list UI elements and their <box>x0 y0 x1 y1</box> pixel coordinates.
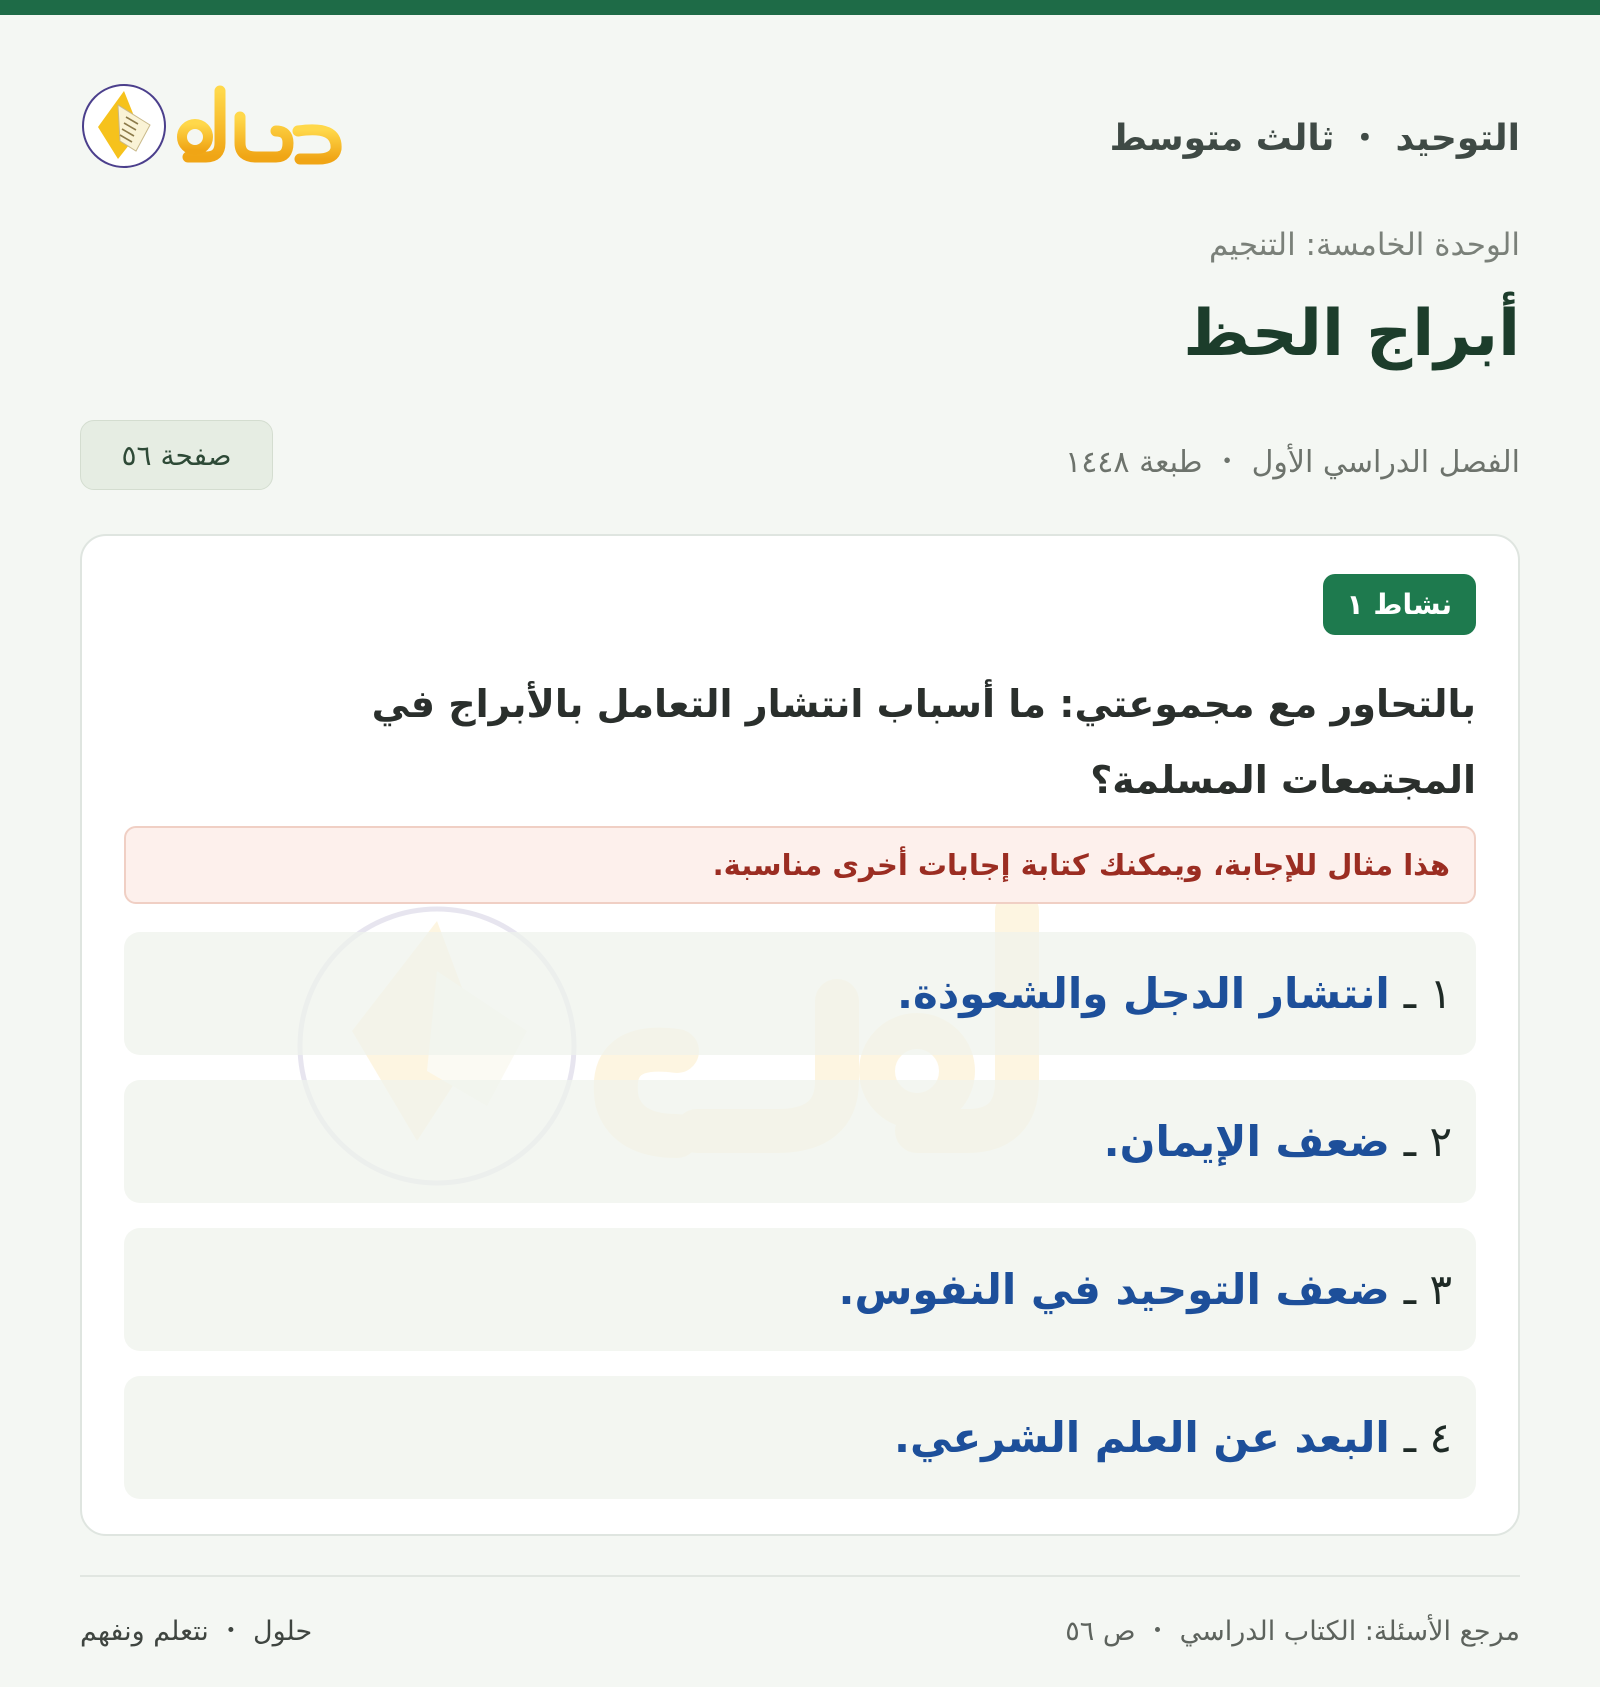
answer-item <box>124 1376 1476 1499</box>
question-text: بالتحاور مع مجموعتي: ما أسباب انتشار التعامل بالأبراج في المجتمعات المسلمة؟ <box>371 682 1476 802</box>
activity-card <box>80 534 1520 1536</box>
answer-item <box>124 1228 1476 1351</box>
answer-number: ١ ـ <box>1403 969 1452 1018</box>
answer-item <box>124 1080 1476 1203</box>
book-icon <box>83 85 165 167</box>
answer-number: ٤ ـ <box>1403 1413 1452 1462</box>
answer-note: هذا مثال للإجابة، ويمكنك كتابة إجابات أخرى مناسبة. <box>124 826 1476 904</box>
unit-label: الوحدة الخامسة: التنجيم <box>1208 227 1520 263</box>
footer-reference: مرجع الأسئلة: الكتاب الدراسي ・ ص ٥٦ <box>1065 1616 1520 1647</box>
footer-divider <box>80 1575 1520 1577</box>
footer-brand: حلول ・ نتعلم ونفهم <box>80 1616 313 1647</box>
answer-list <box>124 932 1476 1524</box>
header <box>80 70 1520 170</box>
activity-badge: نشاط ١ <box>1323 574 1476 635</box>
lesson-title: أبراج الحظ <box>1183 297 1520 371</box>
answer-text: انتشار الدجل والشعوذة. <box>896 969 1390 1018</box>
answer-text: ضعف الإيمان. <box>1103 1117 1390 1166</box>
answer-number: ٢ ـ <box>1403 1117 1452 1166</box>
hulool-logo <box>80 81 350 171</box>
top-accent-bar <box>0 0 1600 15</box>
subject-title: التوحيد ・ ثالث متوسط <box>1109 118 1520 159</box>
page <box>80 15 1520 1687</box>
term-edition: الفصل الدراسي الأول ・ طبعة ١٤٤٨ <box>1065 445 1520 480</box>
answer-number: ٣ ـ <box>1403 1265 1452 1314</box>
answer-item <box>124 932 1476 1055</box>
answer-text: البعد عن العلم الشرعي. <box>894 1413 1390 1462</box>
answer-text: ضعف التوحيد في النفوس. <box>838 1265 1390 1314</box>
page-number-badge: صفحة ٥٦ <box>80 420 273 490</box>
